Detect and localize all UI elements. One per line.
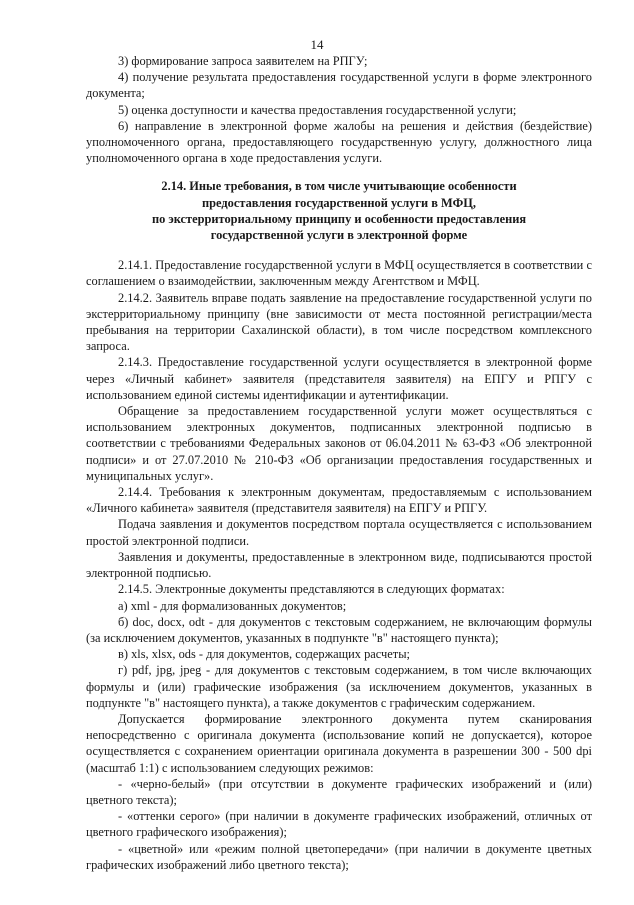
list-item: а) xml - для формализованных документов; [118, 598, 347, 613]
list-item: - «цветной» или «режим полной цветопередачи» (при наличии в документе цветных графических изображений либо цветного текста); [86, 841, 592, 872]
paragraph: 2.14.2. Заявитель вправе подать заявление на предоставление государственной услуги по экстерриториальному принципу (вне зависимости от места постоянной регистрации/места пребывания на территории Сахалинской области), в том числе посредством комплексного запроса. [86, 290, 592, 354]
paragraph: 2.14.1. Предоставление государственной услуги в МФЦ осуществляется в соответствии с соглашением о взаимодействии, заключенным между Агентством и МФЦ. [86, 258, 592, 289]
list-item: г) pdf, jpg, jpeg - для документов с текстовым содержанием, в том числе включающих формулы и (или) графические изображения (за исключением документов, указанных в подпункте "в" настоящего пункта), а также документов с графическим содержанием. [86, 663, 592, 710]
paragraph: Подача заявления и документов посредством портала осуществляется с использованием простой электронной подписи. [86, 517, 592, 548]
section-heading-line: 2.14. Иные требования, в том числе учитывающие особенности [161, 179, 517, 194]
section-heading [86, 178, 592, 243]
list-item: 3) формирование запроса заявителем на РПГУ; [118, 54, 368, 68]
list-item: - «черно-белый» (при отсутствии в документе графических изображений и (или) цветного текста); [86, 776, 592, 807]
paragraph: Заявления и документы, предоставленные в электронном виде, подписываются простой электронной подписью. [86, 549, 592, 581]
list-item: 5) оценка доступности и качества предоставления государственной услуги; [118, 102, 517, 117]
paragraph: Допускается формирование электронного документа путем сканирования непосредственно с оригинала документа (использование копий не допускается), которое осуществляется с сохранением ориентации оригинала документа в разрешении 300 - 500 dpi (масштаб 1:1) с использованием следующих режимов: [86, 711, 592, 775]
paragraph: 2.14.4. Требования к электронным документам, предоставляемым с использованием «Личного кабинета» заявителя (представителя заявителя) на ЕПГУ и РПГУ. [86, 485, 592, 516]
page-content [86, 53, 592, 873]
paragraph: 2.14.5. Электронные документы представляются в следующих форматах: [118, 582, 505, 597]
page-number: 14 [310, 37, 324, 52]
paragraph: 2.14.3. Предоставление государственной услуги осуществляется в электронной форме через «Личный кабинет» заявителя (представителя заявителя) на ЕПГУ и РПГУ с использованием единой системы идентификации и аутентификации. [86, 355, 592, 402]
section-heading-line: государственной услуги в электронной форме [210, 228, 468, 243]
list-item: - «оттенки серого» (при наличии в документе графических изображений, отличных от цветного графического изображения); [86, 809, 592, 840]
section-heading-line: по экстерриториальному принципу и особенности предоставления [151, 211, 527, 226]
list-item: 6) направление в электронной форме жалобы на решения и действия (бездействие) уполномоченного органа, предоставляющего государственную услугу, должностного лица уполномоченного органа в ходе предоставления услуги. [86, 118, 592, 166]
paragraph: Обращение за предоставлением государственной услуги может осуществляться с использованием электронных документов, подписанных электронной подписью в соответствии с требованиями Федеральных законов от 06.04.2011 № 63-ФЗ «Об электронной подписи» и от 27.07.2010 № 210-ФЗ «Об организации предоставления государственных и муниципальных услуг». [86, 404, 592, 483]
section-heading-line: предоставления государственной услуги в МФЦ, [202, 195, 476, 210]
list-item: б) doc, docx, odt - для документов с текстовым содержанием, не включающим формулы (за исключением документов, указанных в подпункте "в" настоящего пункта); [86, 614, 592, 645]
list-item: 4) получение результата предоставления государственной услуги в форме электронного документа; [86, 70, 592, 101]
list-item: в) xls, xlsx, ods - для документов, содержащих расчеты; [118, 647, 410, 662]
